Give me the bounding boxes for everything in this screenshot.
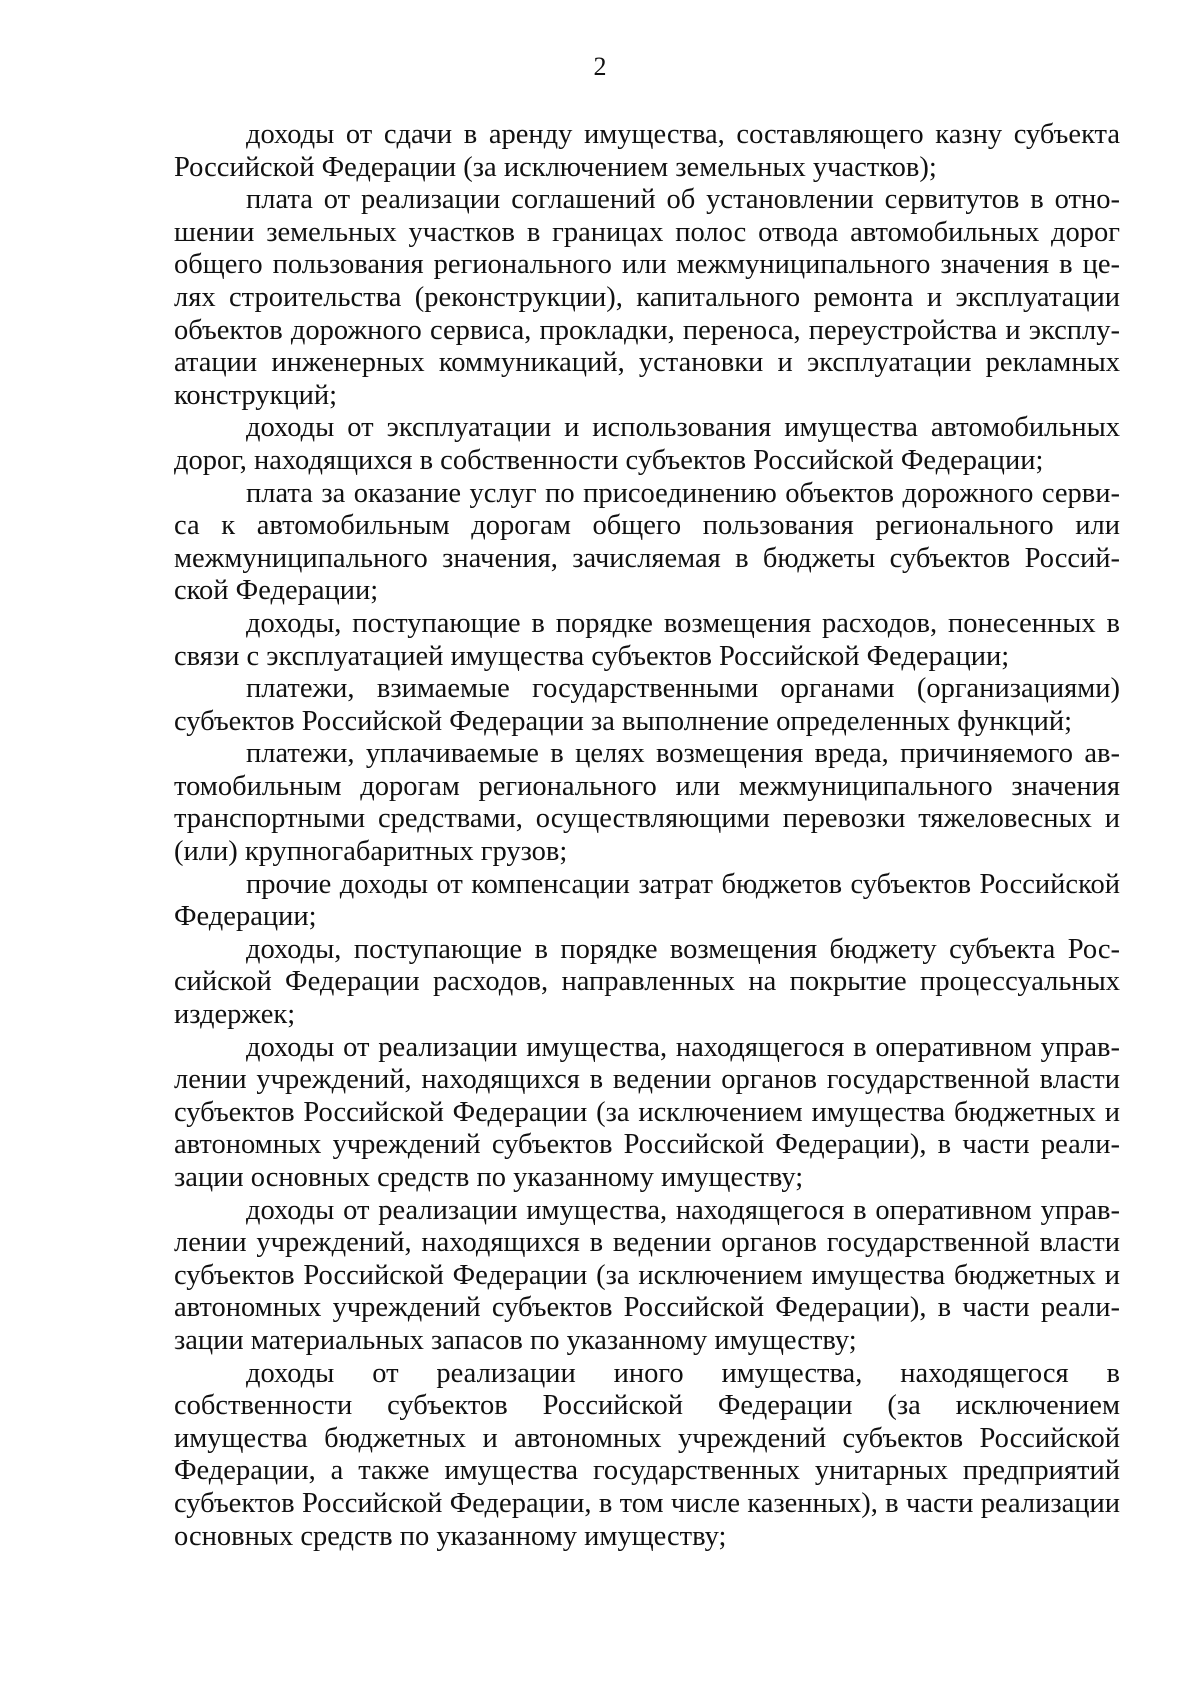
paragraph: доходы, поступающие в порядке возмещения бюджету субъекта Российской Федерации расходов, направленных на покрытие процессуальных издержек;: [174, 933, 1120, 1031]
document-body: [174, 119, 1120, 1553]
paragraph: доходы, поступающие в порядке возмещения расходов, понесенных в связи с эксплуатацией имущества субъектов Российской Федерации;: [174, 607, 1120, 672]
page-number: 2: [593, 52, 607, 81]
paragraph: прочие доходы от компенсации затрат бюджетов субъектов Российской Федерации;: [174, 868, 1120, 933]
paragraph: доходы от реализации имущества, находящегося в оперативном управлении учреждений, находящихся в ведении органов государственной власти субъектов Российской Федерации (за исключением имущества бюджетных и автономных учреждений субъектов Российской Федерации), в части реализации основных средств по указанному имуществу;: [174, 1031, 1120, 1193]
paragraph: плата за оказание услуг по присоединению объектов дорожного сервиса к автомобильным дорогам общего пользования регионального или межмуниципального значения, зачисляемая в бюджеты субъектов Российской Федерации;: [174, 477, 1120, 607]
paragraph: доходы от эксплуатации и использования имущества автомобильных дорог, находящихся в собственности субъектов Российской Федерации;: [174, 412, 1120, 476]
paragraph: платежи, взимаемые государственными органами (организациями) субъектов Российской Федерации за выполнение определенных функций;: [174, 673, 1120, 737]
paragraph: платежи, уплачиваемые в целях возмещения вреда, причиняемого автомобильным дорогам регионального или межмуниципального значения транспортными средствами, осуществляющими перевозки тяжеловесных и (или) крупногабаритных грузов;: [174, 738, 1120, 868]
paragraph: плата от реализации соглашений об установлении сервитутов в отношении земельных участков в границах полос отвода автомобильных дорог общего пользования регионального или межмуниципального значения в целях строительства (реконструкции), капитального ремонта и эксплуатации объектов дорожного сервиса, прокладки, переноса, переустройства и эксплуатации инженерных коммуникаций, установки и эксплуатации рекламных конструкций;: [174, 184, 1120, 411]
paragraph: доходы от сдачи в аренду имущества, составляющего казну субъекта Российской Федерации (за исключением земельных участков);: [174, 119, 1120, 183]
paragraph: доходы от реализации имущества, находящегося в оперативном управлении учреждений, находящихся в ведении органов государственной власти субъектов Российской Федерации (за исключением имущества бюджетных и автономных учреждений субъектов Российской Федерации), в части реализации материальных запасов по указанному имуществу;: [174, 1194, 1120, 1356]
paragraph: доходы от реализации иного имущества, находящегося в собственности субъектов Российской Федерации (за исключением имущества бюджетных и автономных учреждений субъектов Российской Федерации, а также имущества государственных унитарных предприятий субъектов Российской Федерации, в том числе казенных), в части реализации основных средств по указанному имуществу;: [174, 1357, 1120, 1552]
